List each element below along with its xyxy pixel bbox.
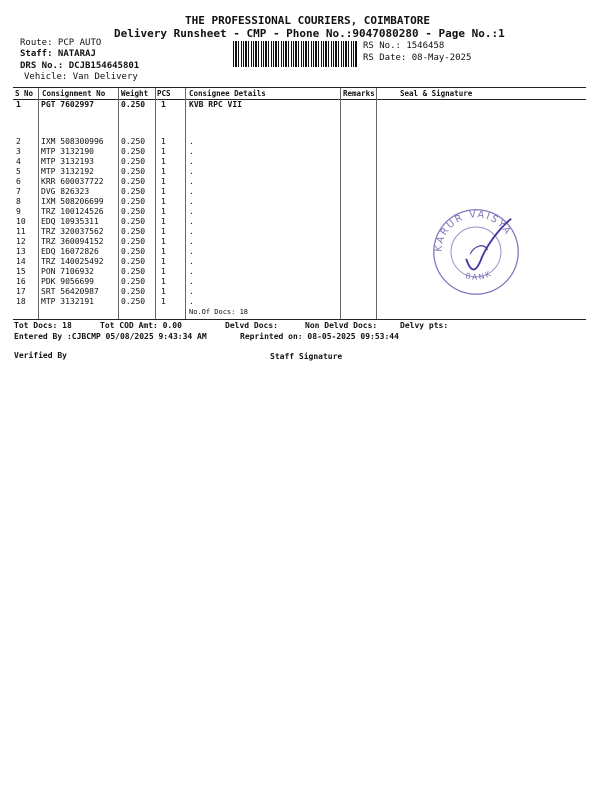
delivery-points: Delvy pts: (400, 321, 449, 330)
cell-weight: 0.250 (121, 147, 146, 156)
cell-consignee: . (189, 177, 194, 186)
col-divider (155, 88, 156, 319)
cell-sno: 13 (16, 247, 26, 256)
cell-sno: 16 (16, 277, 26, 286)
drs-number: DRS No.: DCJB154645801 (20, 61, 140, 71)
staff-signature-label: Staff Signature (270, 352, 343, 361)
cell-consignment: IXM 508300996 (41, 137, 104, 146)
col-header-remarks: Remarks (343, 89, 375, 98)
cell-consignee: . (189, 217, 194, 226)
cell-consignee: . (189, 157, 194, 166)
seal-top-text: KARUR VAISYA (433, 209, 514, 253)
cell-weight: 0.250 (121, 227, 146, 236)
cell-consignee: . (189, 207, 194, 216)
delivered-docs: Delvd Docs: (225, 321, 278, 330)
cell-weight: 0.250 (121, 257, 146, 266)
cell-sno: 5 (16, 167, 21, 176)
cell-consignment: MTP 3132192 (41, 167, 94, 176)
cell-weight: 0.250 (121, 197, 146, 206)
cell-consignee: . (189, 247, 194, 256)
cell-consignment: EDQ 16072826 (41, 247, 99, 256)
table-top-rule (13, 87, 586, 88)
col-divider (340, 88, 341, 319)
cell-pcs: 1 (161, 177, 166, 186)
staff-label: Staff: NATARAJ (20, 49, 96, 59)
reprinted-on: Reprinted on: 08-05-2025 09:53:44 (240, 332, 399, 341)
cell-sno: 10 (16, 217, 26, 226)
cell-sno: 4 (16, 157, 21, 166)
cell-pcs: 1 (161, 297, 166, 306)
cell-consignee: . (189, 287, 194, 296)
rs-number: RS No.: 1546458 (363, 41, 445, 51)
cell-sno: 14 (16, 257, 26, 266)
cell-consignment: TRZ 100124526 (41, 207, 104, 216)
cell-pcs: 1 (161, 277, 166, 286)
cell-sno: 2 (16, 137, 21, 146)
svg-text:KARUR VAISYA (433, 209, 513, 252)
cell-consignee: . (189, 257, 194, 266)
cell-pcs: 1 (161, 167, 166, 176)
cell-consignment: DVG 826323 (41, 187, 90, 196)
barcode-image (233, 41, 357, 67)
cell-pcs: 1 (161, 137, 166, 146)
col-divider (118, 88, 119, 319)
tot-cod-amount: Tot COD Amt: 0.00 (100, 321, 182, 330)
cell-consignee: . (189, 197, 194, 206)
cell-weight: 0.250 (121, 157, 146, 166)
cell-consignee: . (189, 147, 194, 156)
cell-weight: 0.250 (121, 237, 146, 246)
route-label: Route: PCP AUTO (20, 38, 102, 48)
cell-consignment: PDK 9056699 (41, 277, 94, 286)
cell-pcs: 1 (161, 100, 166, 109)
table-bottom-rule (13, 319, 586, 320)
col-header-consignee: Consignee Details (189, 89, 266, 98)
cell-consignment: MTP 3132193 (41, 157, 94, 166)
cell-weight: 0.250 (121, 100, 146, 109)
col-header-pcs: PCS (157, 89, 171, 98)
seal-bottom-text: BANK (464, 268, 494, 282)
cell-pcs: 1 (161, 267, 166, 276)
bank-seal-stamp (428, 202, 524, 298)
cell-weight: 0.250 (121, 187, 146, 196)
cell-pcs: 1 (161, 217, 166, 226)
cell-consignment: IXM 508206699 (41, 197, 104, 206)
cell-sno: 15 (16, 267, 26, 276)
cell-pcs: 1 (161, 247, 166, 256)
cell-pcs: 1 (161, 287, 166, 296)
cell-sno: 7 (16, 187, 21, 196)
cell-consignee: . (189, 137, 194, 146)
cell-consignee: . (189, 277, 194, 286)
cell-consignee: . (189, 187, 194, 196)
cell-weight: 0.250 (121, 137, 146, 146)
col-header-weight: Weight (121, 89, 149, 98)
cell-consignment: MTP 3132190 (41, 147, 94, 156)
entered-by: Entered By :CJBCMP 05/08/2025 9:43:34 AM (14, 332, 207, 341)
cell-consignee: . (189, 237, 194, 246)
cell-consignment: SRT 56420987 (41, 287, 99, 296)
col-divider (38, 88, 39, 319)
cell-sno: 6 (16, 177, 21, 186)
cell-sno: 12 (16, 237, 26, 246)
cell-pcs: 1 (161, 207, 166, 216)
company-name: THE PROFESSIONAL COURIERS, COIMBATORE (185, 14, 431, 27)
cell-consignment: TRZ 360094152 (41, 237, 104, 246)
verified-by: Verified By (14, 351, 67, 360)
cell-weight: 0.250 (121, 297, 146, 306)
cell-consignment: TRZ 320037562 (41, 227, 104, 236)
cell-sno: 1 (16, 100, 21, 109)
tot-docs: Tot Docs: 18 (14, 321, 72, 330)
non-delivered-docs: Non Delvd Docs: (305, 321, 378, 330)
cell-consignment: KRR 600037722 (41, 177, 104, 186)
cell-sno: 3 (16, 147, 21, 156)
col-header-sno: S No (15, 89, 34, 98)
cell-consignment: EDQ 10935311 (41, 217, 99, 226)
table-header-rule (13, 99, 586, 100)
cell-weight: 0.250 (121, 177, 146, 186)
vehicle-label: Vehicle: Van Delivery (24, 72, 138, 82)
cell-pcs: 1 (161, 237, 166, 246)
cell-consignment: MTP 3132191 (41, 297, 94, 306)
cell-pcs: 1 (161, 157, 166, 166)
cell-weight: 0.250 (121, 207, 146, 216)
cell-weight: 0.250 (121, 267, 146, 276)
no-of-docs: No.Of Docs: 18 (189, 308, 249, 316)
cell-weight: 0.250 (121, 247, 146, 256)
cell-pcs: 1 (161, 257, 166, 266)
svg-text:BANK (465, 269, 494, 282)
col-divider (185, 88, 186, 319)
cell-sno: 18 (16, 297, 26, 306)
cell-consignee: . (189, 297, 194, 306)
cell-consignee: . (189, 167, 194, 176)
cell-consignment: PON 7106932 (41, 267, 94, 276)
cell-sno: 8 (16, 197, 21, 206)
cell-weight: 0.250 (121, 217, 146, 226)
rs-date: RS Date: 08-May-2025 (363, 53, 472, 63)
cell-pcs: 1 (161, 227, 166, 236)
cell-pcs: 1 (161, 147, 166, 156)
col-header-seal: Seal & Signature (400, 89, 473, 98)
cell-pcs: 1 (161, 197, 166, 206)
cell-sno: 9 (16, 207, 21, 216)
col-header-consignment: Consignment No (42, 89, 106, 98)
cell-sno: 11 (16, 227, 26, 236)
cell-consignment: TRZ 140025492 (41, 257, 104, 266)
cell-consignee: . (189, 267, 194, 276)
cell-consignee: KVB RPC VII (189, 100, 242, 109)
cell-weight: 0.250 (121, 167, 146, 176)
col-divider (376, 88, 377, 319)
cell-weight: 0.250 (121, 277, 146, 286)
cell-weight: 0.250 (121, 287, 146, 296)
cell-pcs: 1 (161, 187, 166, 196)
runsheet-title: Delivery Runsheet - CMP - Phone No.:9047080280 - Page No.:1 (114, 27, 505, 40)
cell-consignment: PGT 7602997 (41, 100, 94, 109)
cell-consignee: . (189, 227, 194, 236)
cell-sno: 17 (16, 287, 26, 296)
